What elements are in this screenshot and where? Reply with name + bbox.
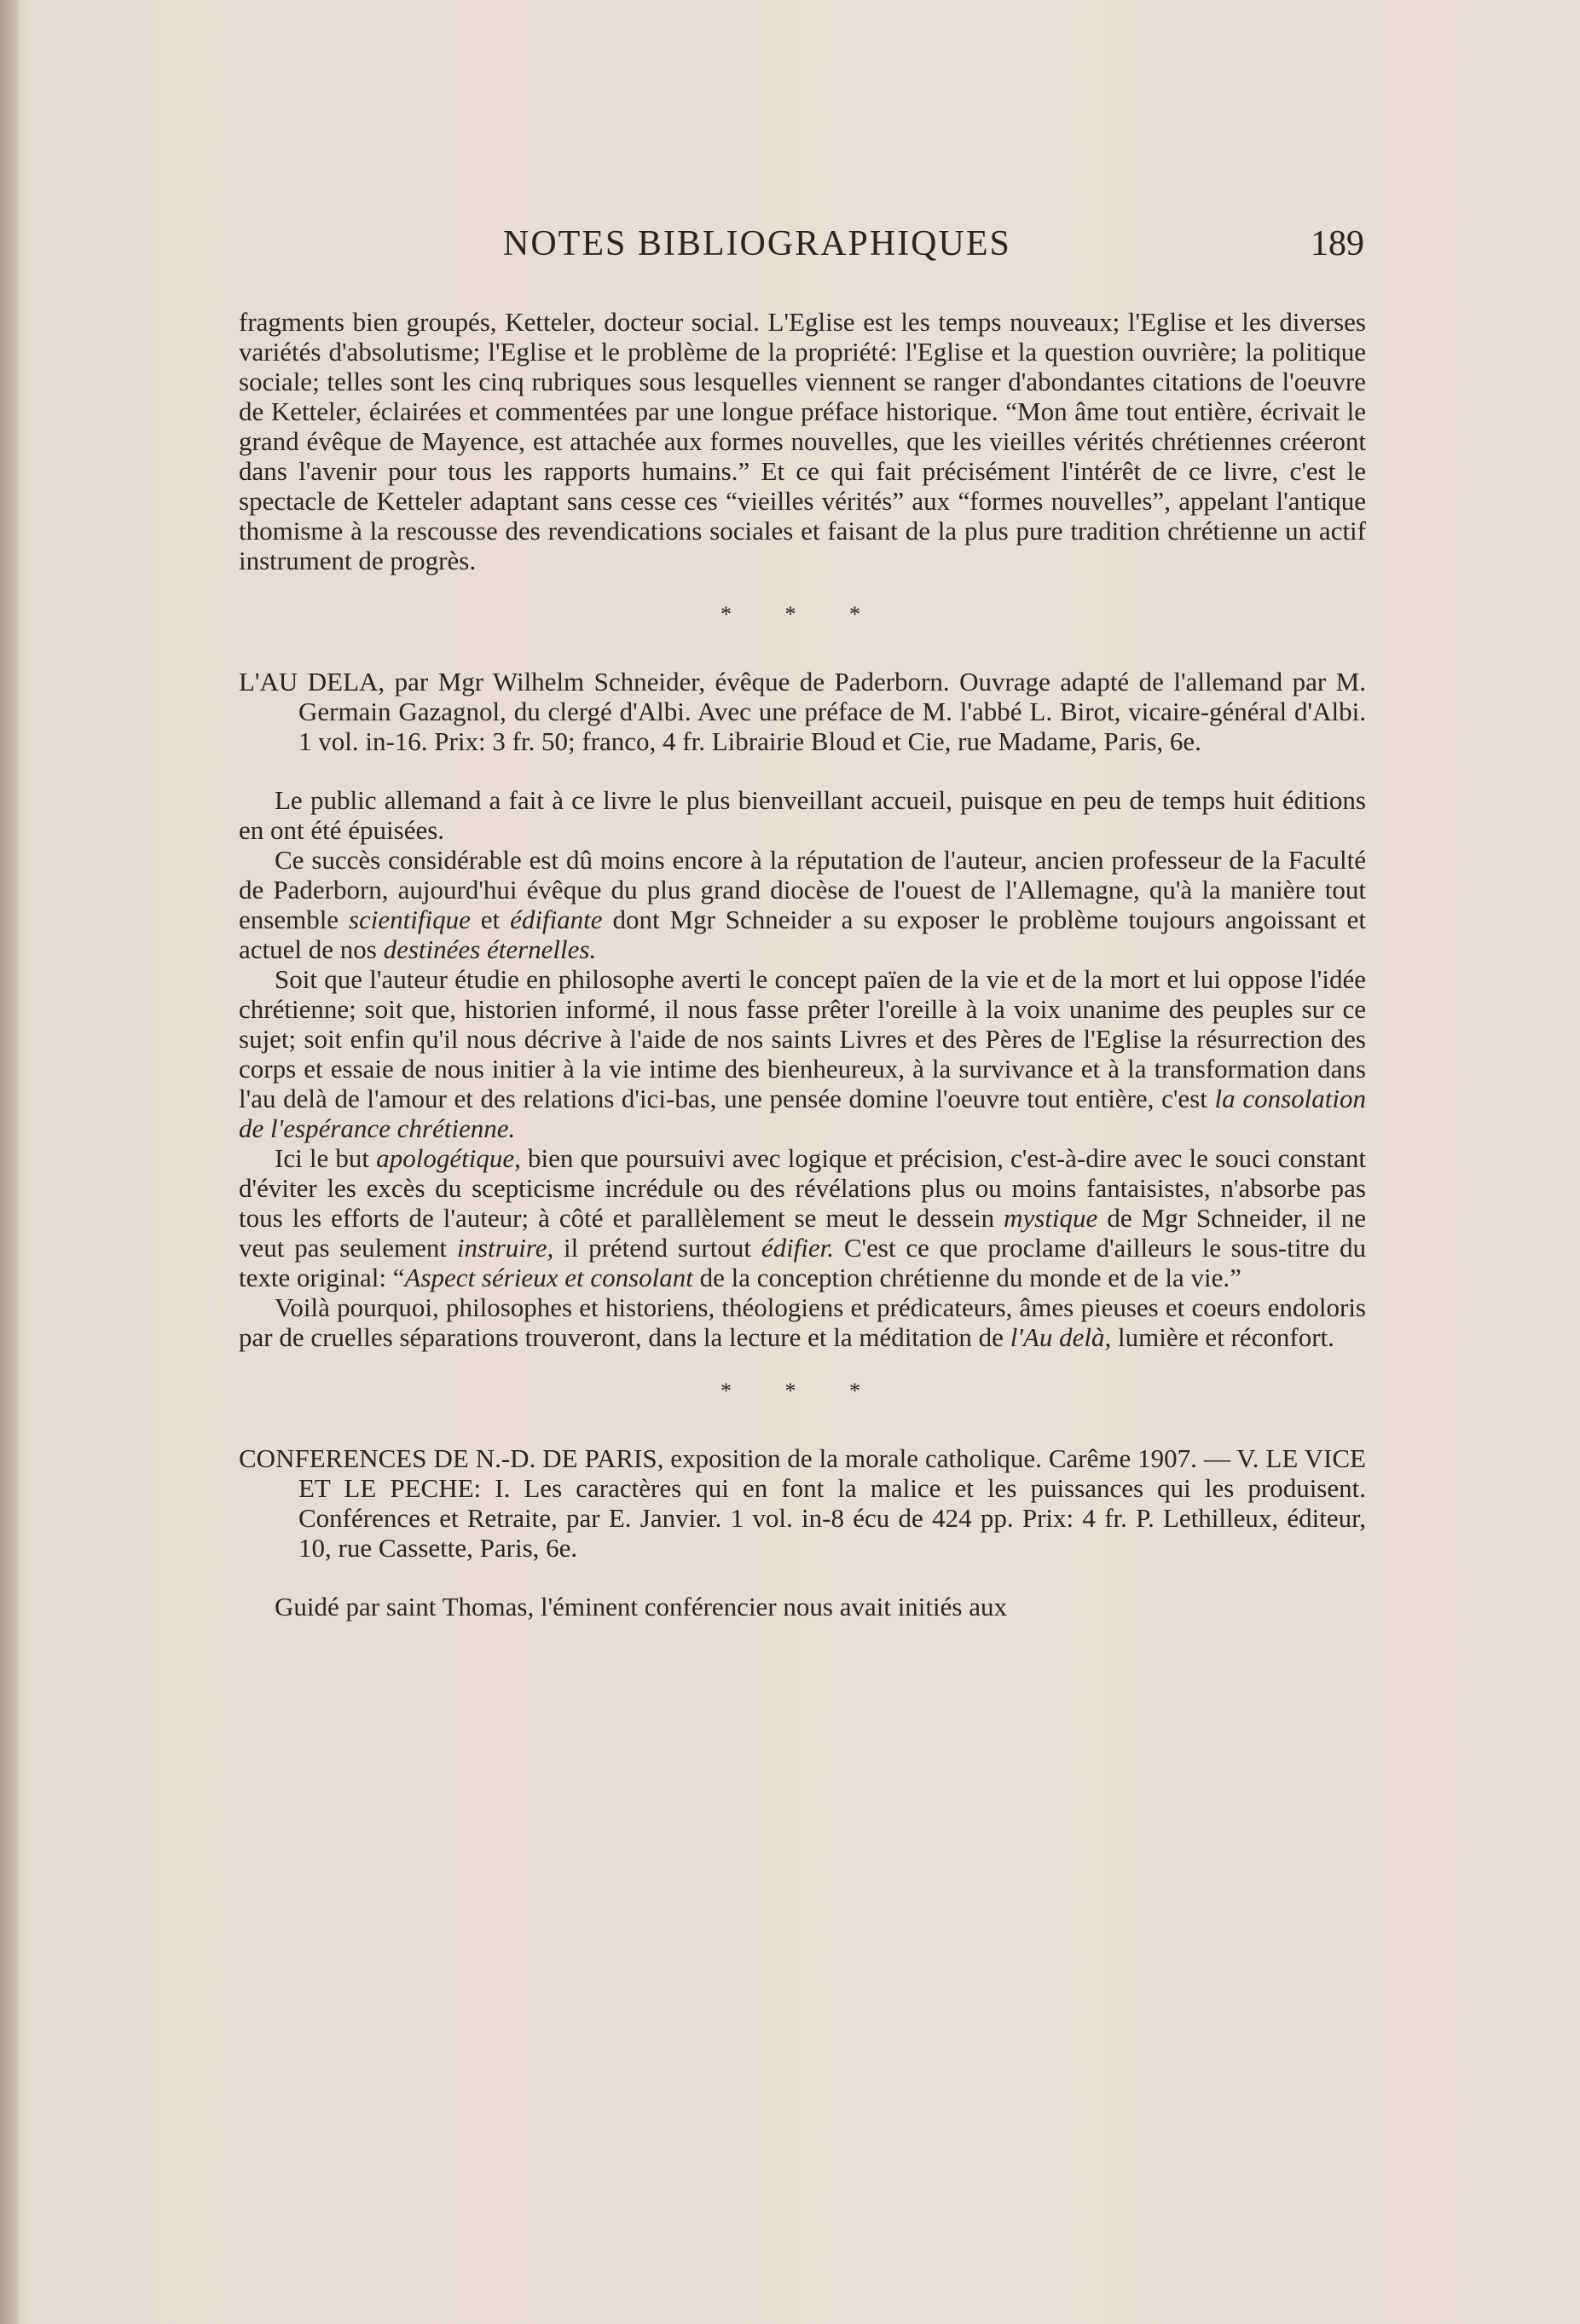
section-separator: * * * bbox=[721, 1379, 884, 1403]
page-number: 189 bbox=[1311, 224, 1364, 263]
review-paragraph: Ce succès considérable est dû moins encore à la réputation de l'auteur, ancien professeur de la Faculté de Paderborn, aujourd'hui évêque du plus grand diocèse de l'ouest de l'Allemagne, qu'à la manière tout ensemble scientifique et édifiante dont Mgr Schneider a su exposer le problème toujours angoissant et actuel de nos destinées éternelles. bbox=[239, 845, 1366, 964]
review-paragraph: Soit que l'auteur étudie en philosophe averti le concept païen de la vie et de la mort et lui oppose l'idée chrétienne; soit que, historien informé, il nous fasse prêter l'oreille à la voix unanime des peuples sur ce sujet; soit enfin qu'il nous décrive à l'aide de nos saints Livres et des Pères de l'Eglise la résurrection des corps et essaie de nous initier à la vie intime des bienheureux, à la survivance et à la transformation dans l'au delà de l'amour et des relations d'ici-bas, une pensée domine l'oeuvre tout entière, c'est la consolation de l'espérance chrétienne. bbox=[239, 964, 1366, 1143]
review-paragraph: Voilà pourquoi, philosophes et historiens, théologiens et prédicateurs, âmes pieuses et coeurs endoloris par de cruelles séparations trouveront, dans la lecture et la méditation de l'Au delà, lumière et réconfort. bbox=[239, 1292, 1366, 1352]
continued-paragraph: fragments bien groupés, Ketteler, docteur social. L'Eglise est les temps nouveaux; l'Eglise et les diverses variétés d'absolutisme; l'Eglise et le problème de la propriété: l'Eglise et la question ouvrière; la politique sociale; telles sont les cinq rubriques sous lesquelles viennent se ranger d'abondantes citations de l'oeuvre de Ketteler, éclairées et commentées par une longue préface historique. “Mon âme tout entière, écrivait le grand évêque de Mayence, est attachée aux formes nouvelles, que les vieilles vérités chrétiennes créeront dans l'avenir pour tous les rapports humains.” Et ce qui fait précisément l'intérêt de ce livre, c'est le spectacle de Ketteler adaptant sans cesse ces “vieilles vérités” aux “formes nouvelles”, appelant l'antique thomisme à la rescousse des revendications sociales et faisant de la plus pure tradition chrétienne un actif instrument de progrès. bbox=[239, 307, 1366, 575]
page-header bbox=[239, 223, 1364, 275]
review-paragraph: Guidé par saint Thomas, l'éminent conférencier nous avait initiés aux bbox=[275, 1592, 1007, 1622]
page-content bbox=[239, 307, 1366, 1622]
running-title: NOTES BIBLIOGRAPHIQUES bbox=[503, 224, 1011, 263]
book-gutter bbox=[0, 0, 19, 2324]
section-separator: * * * bbox=[721, 602, 884, 627]
bibliographic-entry-conferences: CONFERENCES DE N.-D. DE PARIS, exposition de la morale catholique. Carême 1907. — V. LE VICE ET LE PECHE: I. Les caractères qui en font la malice et les puissances qui les produisent. Conférences et Retraite, par E. Janvier. 1 vol. in-8 écu de 424 pp. Prix: 4 fr. P. Lethilleux, éditeur, 10, rue Cassette, Paris, 6e. bbox=[239, 1443, 1366, 1563]
review-paragraph: Ici le but apologétique, bien que poursuivi avec logique et précision, c'est-à-dire avec le souci constant d'éviter les excès du scepticisme incrédule ou des révélations plus ou moins fantaisistes, n'absorbe pas tous les efforts de l'auteur; à côté et parallèlement se meut le dessein mystique de Mgr Schneider, il ne veut pas seulement instruire, il prétend surtout édifier. C'est ce que proclame d'ailleurs le sous-titre du texte original: “Aspect sérieux et consolant de la conception chrétienne du monde et de la vie.” bbox=[239, 1143, 1366, 1292]
review-paragraph: Le public allemand a fait à ce livre le plus bienveillant accueil, puisque en peu de temps huit éditions en ont été épuisées. bbox=[239, 785, 1366, 845]
bibliographic-entry-au-dela: L'AU DELA, par Mgr Wilhelm Schneider, évêque de Paderborn. Ouvrage adapté de l'allemand par M. Germain Gazagnol, du clergé d'Albi. Avec une préface de M. l'abbé L. Birot, vicaire-général d'Albi. 1 vol. in-16. Prix: 3 fr. 50; franco, 4 fr. Librairie Bloud et Cie, rue Madame, Paris, 6e. bbox=[239, 667, 1366, 756]
